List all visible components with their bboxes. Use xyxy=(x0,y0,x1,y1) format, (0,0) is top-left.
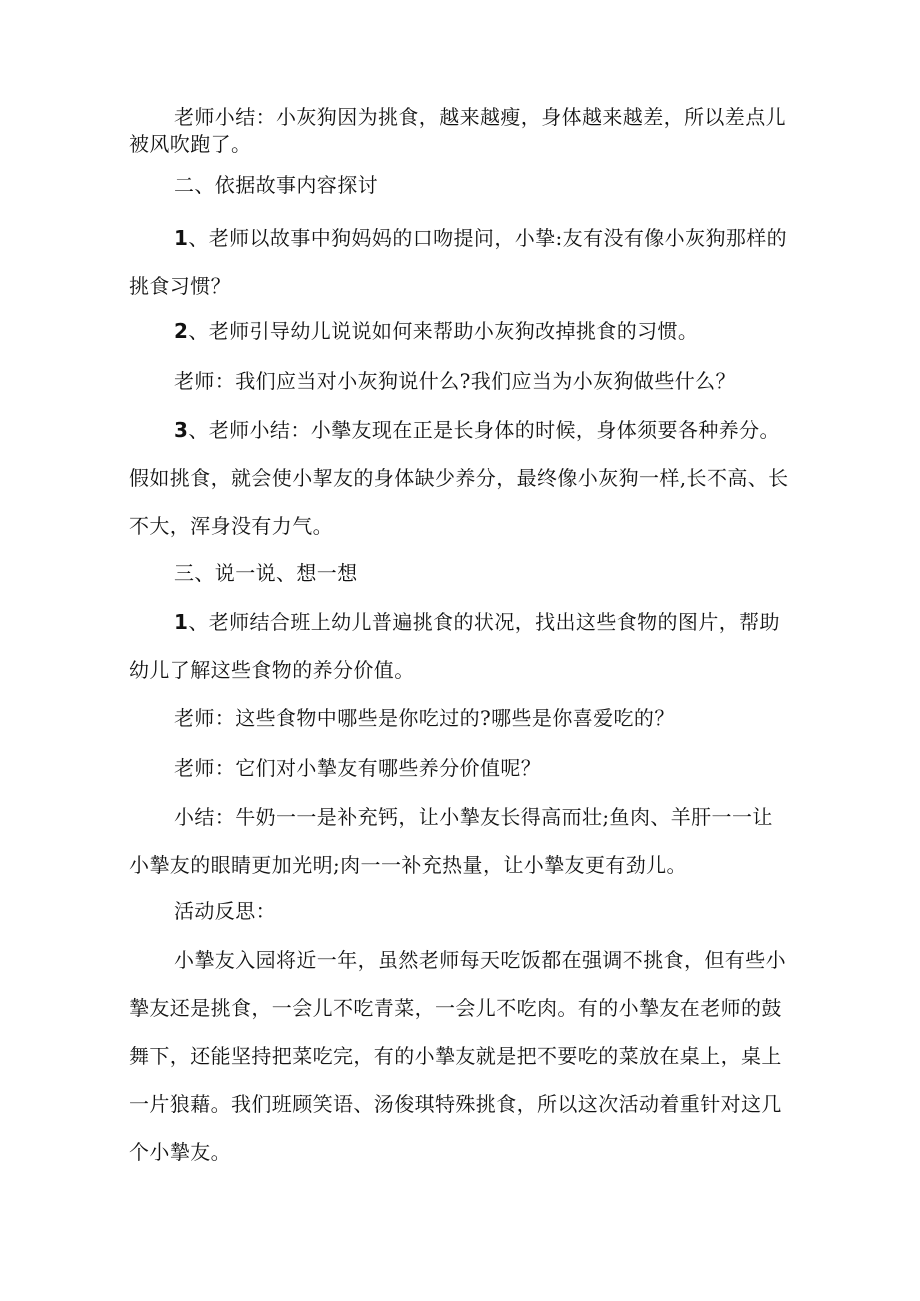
paragraph-text: 、老师小结：小摰友现在正是长身体的时候，身体须要各种养分。假如挑食，就会使小挈友的身体缺少养分，最终像小灰狗一样,长不高、长不大，浑身没有力气。 xyxy=(129,418,789,538)
paragraph-item-1b xyxy=(129,598,789,694)
paragraph-text: 、老师结合班上幼儿普遍挑食的状况，找出这些食物的图片，帮助幼儿了解这些食物的养分价值。 xyxy=(129,610,780,682)
paragraph-item-1 xyxy=(129,214,789,310)
paragraph-summary xyxy=(129,793,789,889)
paragraph-item-2 xyxy=(129,318,789,345)
paragraph-text: 小结：牛奶一一是补充钙，让小摯友长得高而壮;鱼肉、羊肝一一让小摯友的眼睛更加光明;肉一一补充热量，让小摯友更有劲儿。 xyxy=(129,805,773,877)
paragraph-reflection-body xyxy=(129,936,789,1176)
item-number: 3 xyxy=(174,418,189,442)
paragraph-text: 老师：我们应当对小灰狗说什么?我们应当为小灰狗做些什么？ xyxy=(174,369,736,393)
paragraph-text: 老师：它们对小摯友有哪些养分价值呢？ xyxy=(174,756,542,780)
item-number: 2 xyxy=(174,319,189,343)
item-number: 1 xyxy=(174,610,189,634)
paragraph-reflection-heading xyxy=(129,898,789,925)
section-heading-2 xyxy=(129,172,789,199)
section-heading-3 xyxy=(129,560,789,587)
paragraph-teacher-foods xyxy=(129,705,789,732)
paragraph-text: 、老师引导幼儿说说如何来帮助小灰狗改掉挑食的习惯。 xyxy=(188,319,699,343)
paragraph-text: 老师小结：小灰狗因为挑食，越来越瘦，身体越来越差，所以差点儿被风吹跑了。 xyxy=(129,105,786,156)
paragraph-text: 老师：这些食物中哪些是你吃过的?哪些是你喜爱吃的？ xyxy=(174,706,675,730)
paragraph-text: 、老师以故事中狗妈妈的口吻提问，小挚:友有没有像小灰狗那样的挑食习惯？ xyxy=(129,226,788,298)
paragraph-teacher-question xyxy=(129,368,789,395)
heading-text: 三、说一说、想一想 xyxy=(174,561,358,585)
paragraph-teacher-summary-1 xyxy=(129,104,789,158)
heading-text: 活动反思： xyxy=(174,899,276,923)
item-number: 1 xyxy=(174,226,189,250)
heading-text: 二、依据故事内容探讨 xyxy=(174,173,378,197)
paragraph-teacher-value xyxy=(129,755,789,782)
paragraph-item-3 xyxy=(129,406,789,550)
paragraph-text: 小摯友入园将近一年，虽然老师每天吃饭都在强调不挑食，但有些小摯友还是挑食，一会儿不吃青菜，一会儿不吃肉。有的小摯友在老师的鼓舞下，还能坚持把菜吃完，有的小摯友就是把不要吃的菜放在桌上，桌上一片狼藉。我们班顾笑语、汤俊琪特殊挑食，所以这次活动着重针对这几个小摯友。 xyxy=(129,948,786,1164)
